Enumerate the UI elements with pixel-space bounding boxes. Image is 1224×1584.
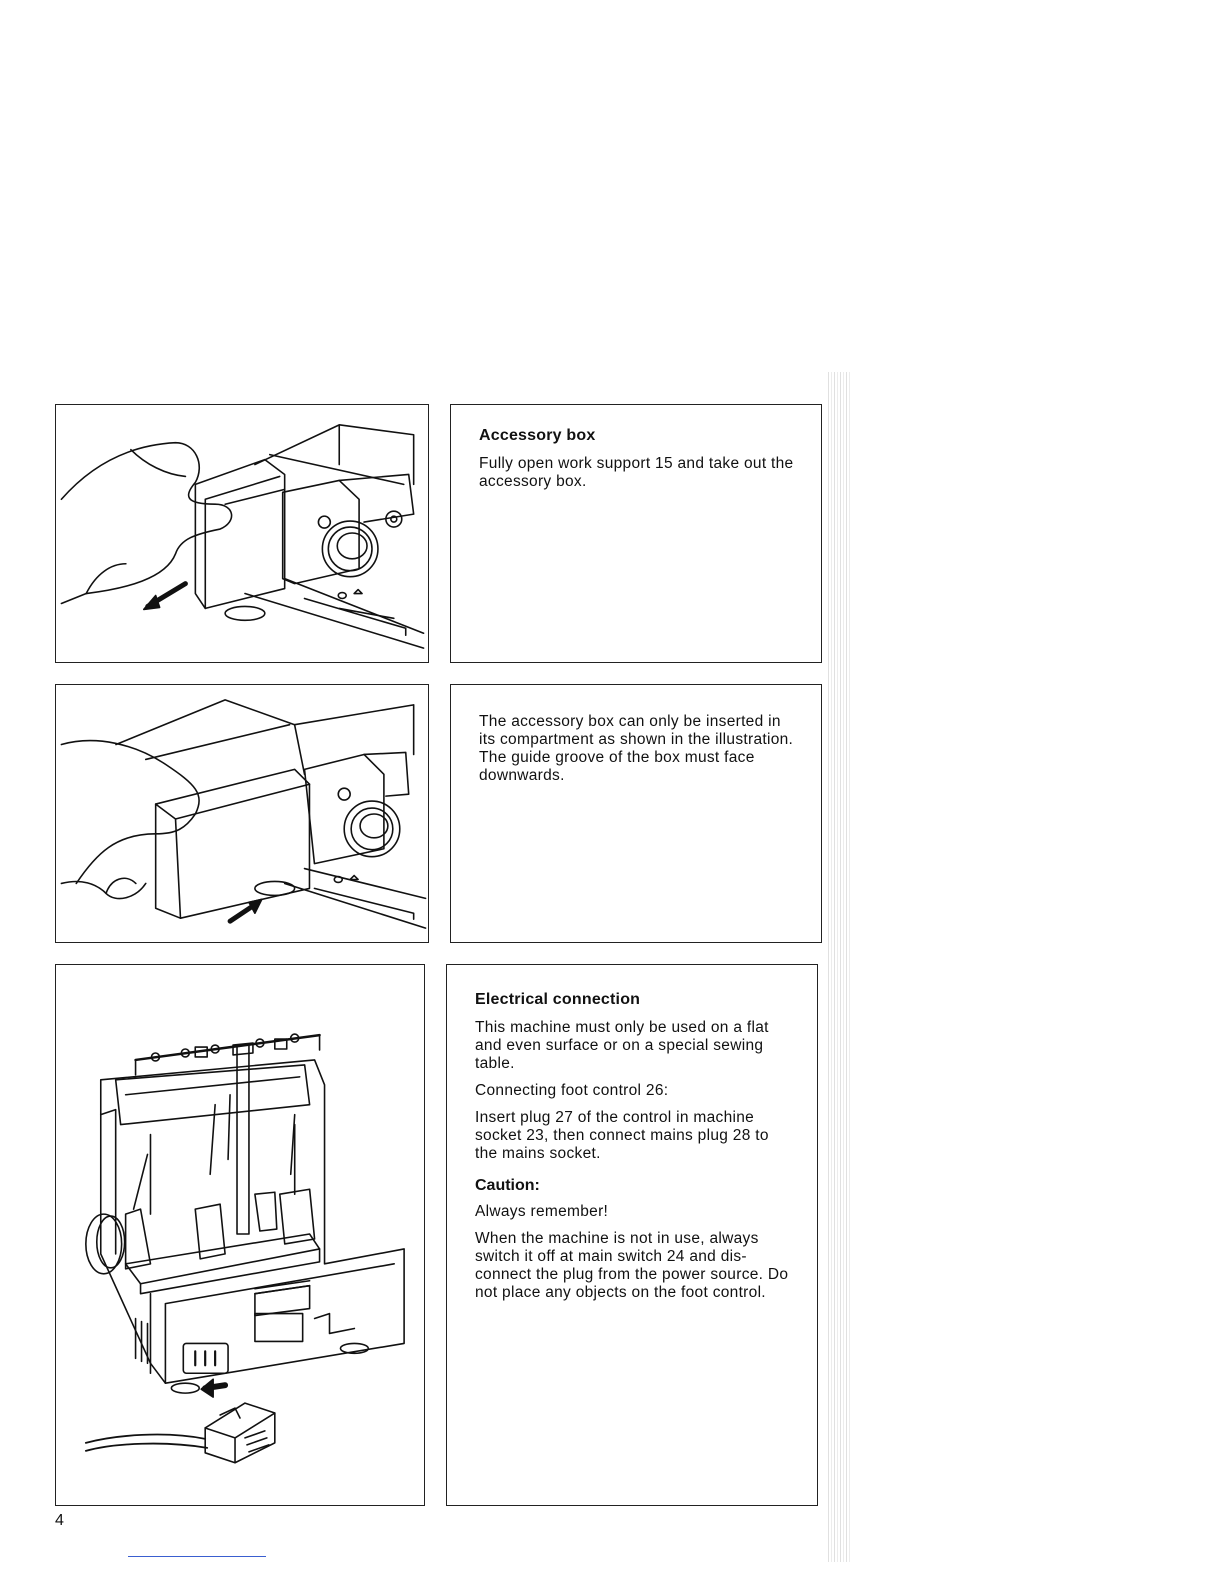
illustration-remove-accessory-box bbox=[55, 404, 429, 663]
electrical-text-1: This machine must only be used on a flat and even surface or on a special sewing table. bbox=[475, 1019, 769, 1072]
accessory-box-heading: Accessory box bbox=[479, 427, 596, 444]
blue-underline-mark bbox=[128, 1556, 266, 1557]
electrical-connection-panel bbox=[446, 964, 818, 1506]
electrical-text-3: Insert plug 27 of the control in machine socket 23, then connect mains plug 28 to the mains socket. bbox=[475, 1109, 769, 1162]
insert-box-panel bbox=[450, 684, 822, 943]
accessory-box-text: Fully open work support 15 and take out the accessory box. bbox=[479, 455, 794, 490]
insert-plug-arrow-icon bbox=[201, 1379, 225, 1397]
scan-edge-strip bbox=[826, 372, 852, 1562]
caution-heading: Caution: bbox=[475, 1177, 540, 1194]
caution-text-1: Always remember! bbox=[475, 1203, 609, 1220]
electrical-text-2: Connecting foot control 26: bbox=[475, 1082, 669, 1099]
accessory-box-panel bbox=[450, 404, 822, 663]
pull-arrow-icon bbox=[144, 584, 186, 610]
illustration-electrical-connection bbox=[55, 964, 425, 1506]
page-number: 4 bbox=[55, 1512, 64, 1529]
electrical-heading: Electrical connection bbox=[475, 991, 641, 1008]
insert-box-text: The accessory box can only be inserted in its compartment as shown in the illustration. The guide groove of the box must face downwards. bbox=[479, 713, 794, 784]
caution-text-2: When the machine is not in use, always switch it off at main switch 24 and dis-connect the plug from the power source. Do not place any objects on the foot control. bbox=[475, 1230, 789, 1301]
illustration-insert-accessory-box bbox=[55, 684, 429, 943]
